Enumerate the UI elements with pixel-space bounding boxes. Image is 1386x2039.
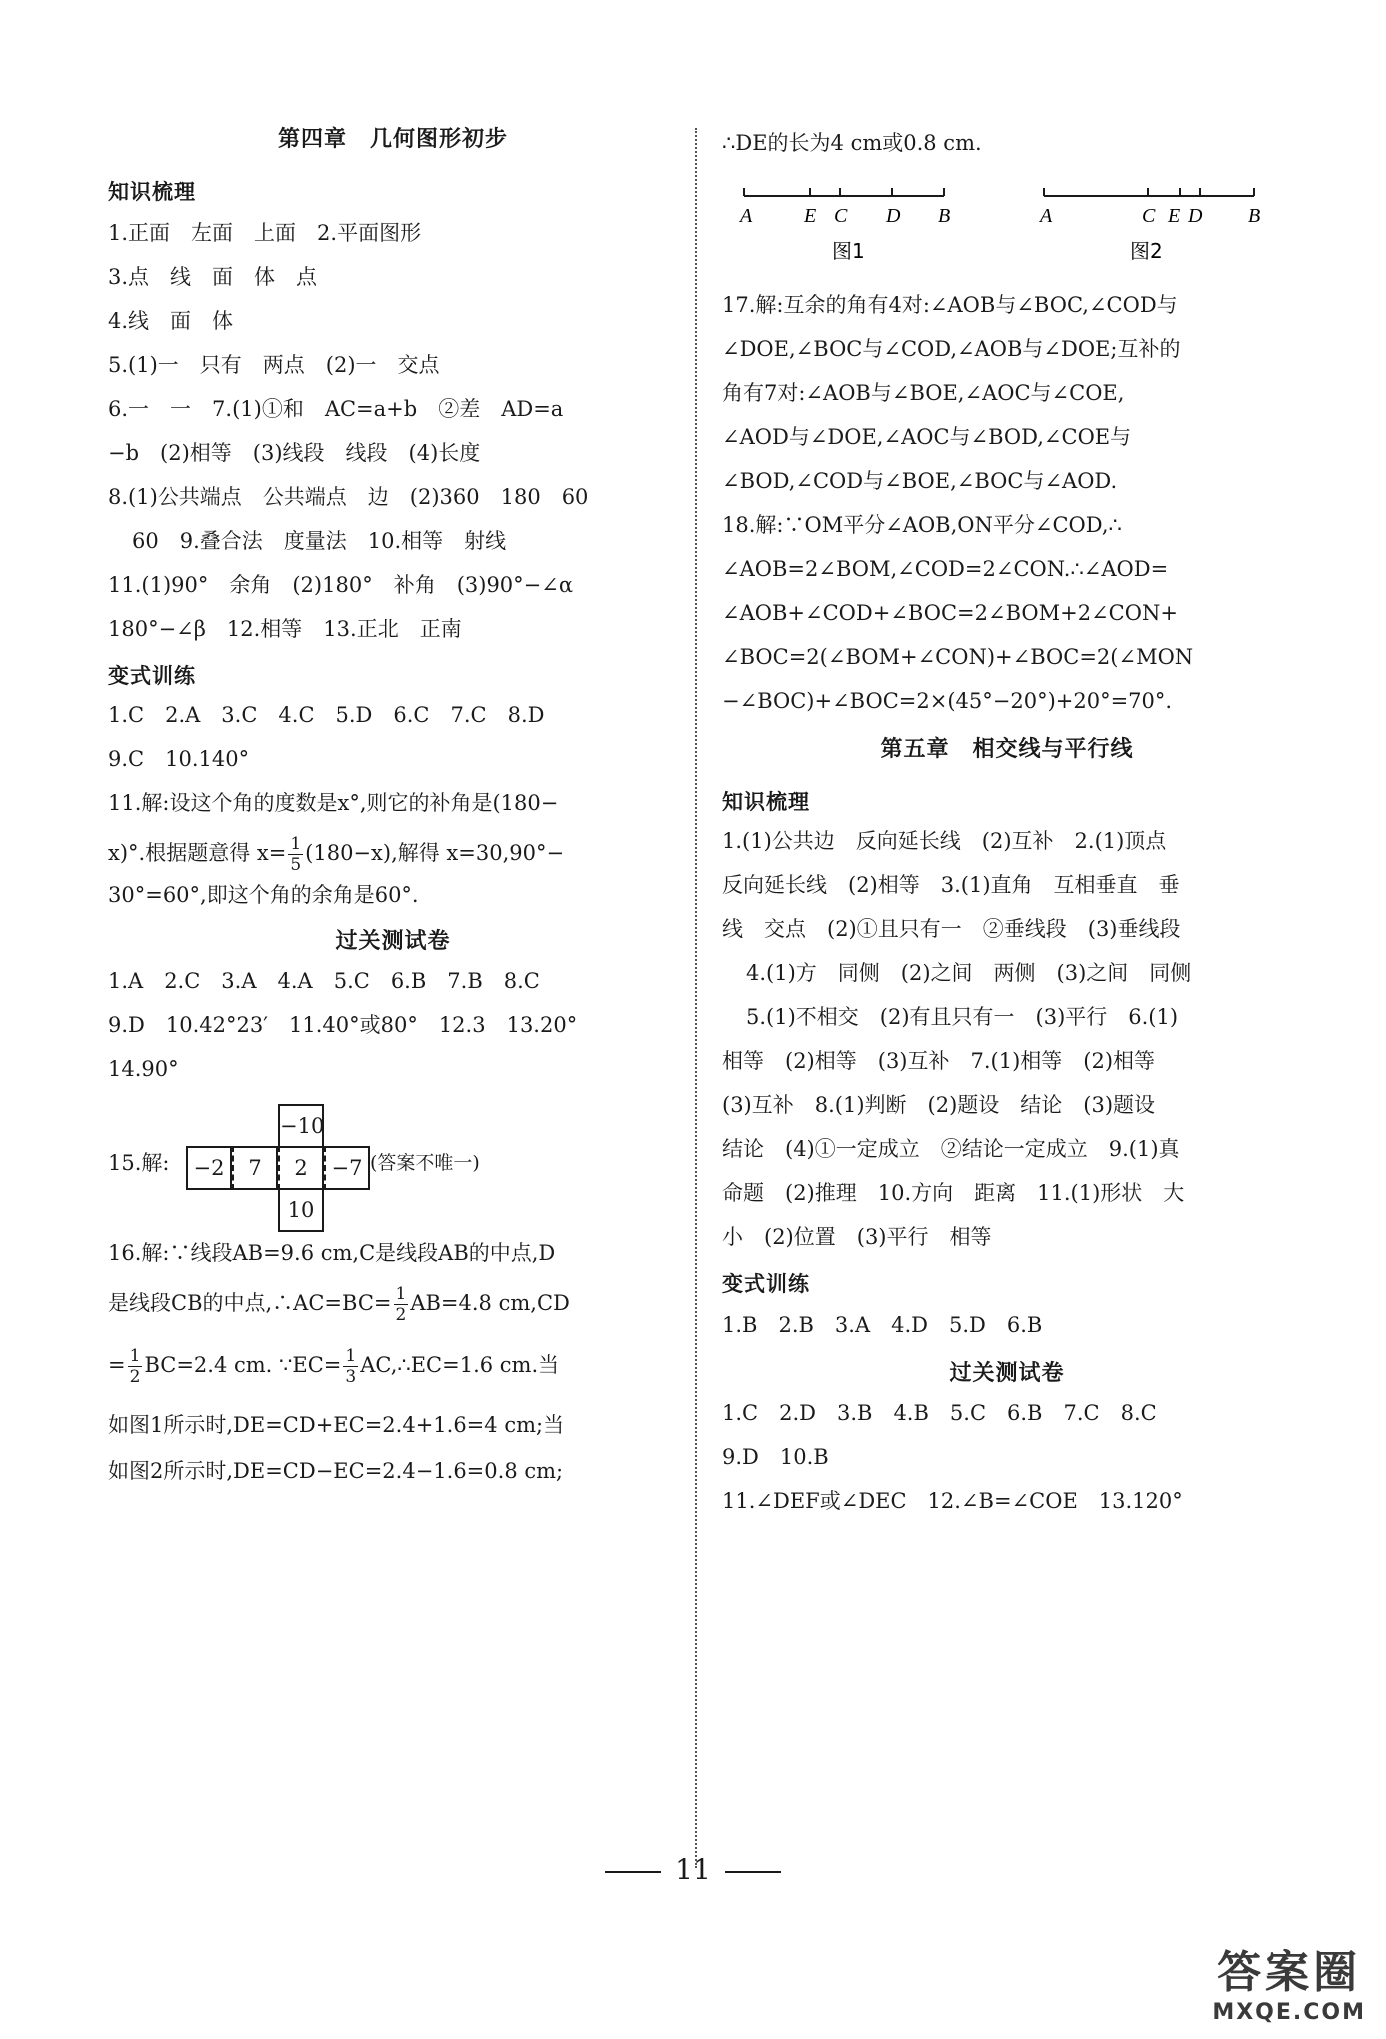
text-line: ∠DOE,∠BOC与∠COD,∠AOB与∠DOE;互补的 [722, 337, 1181, 361]
fig1-label: A [740, 205, 753, 227]
text-line: 3.点 线 面 体 点 [108, 265, 318, 289]
text-fragment: (180−x),解得 x=30,90°− [305, 841, 565, 865]
text-line: 11.∠DEF或∠DEC 12.∠B=∠COE 13.120° [722, 1489, 1183, 1513]
text-line [108, 1284, 678, 1325]
text-line: 9.D 10.42°23′ 11.40°或80° 12.3 13.20° [108, 1013, 578, 1037]
text-line: 角有7对:∠AOB与∠BOE,∠AOC与∠COE, [722, 381, 1125, 405]
text-fragment: AC,∴EC=1.6 cm.当 [360, 1353, 560, 1377]
watermark-text: 答案圈 [1217, 1947, 1362, 1998]
text-line: 1.C 2.D 3.B 4.B 5.C 6.B 7.C 8.C [722, 1401, 1157, 1425]
numerator: 1 [290, 834, 302, 854]
fig2-label: D [1188, 205, 1203, 227]
dash-right [725, 1871, 781, 1873]
text-line: 线 交点 (2)①且只有一 ②垂线段 (3)垂线段 [722, 917, 1181, 941]
fig1-label: E [804, 205, 817, 227]
section-knowledge: 知识梳理 [108, 180, 196, 204]
segment-figures [722, 180, 1292, 270]
fig2-label: C [1142, 205, 1156, 227]
text-line: 如图1所示时,DE=CD+EC=2.4+1.6=4 cm;当 [108, 1413, 565, 1437]
text-line: 1.正面 左面 上面 2.平面图形 [108, 221, 422, 245]
fig1-label: C [834, 205, 848, 227]
text-line: 小 (2)位置 (3)平行 相等 [722, 1225, 992, 1249]
fraction [394, 1284, 409, 1325]
text-line: −∠BOC)+∠BOC=2×(45°−20°)+20°=70°. [722, 689, 1173, 713]
net-cell: 2 [278, 1146, 324, 1190]
text-line: 9.D 10.B [722, 1445, 829, 1469]
fraction [343, 1346, 358, 1387]
text-line: ∠AOB+∠COD+∠BOC=2∠BOM+2∠CON+ [722, 601, 1178, 625]
figure-2 [1038, 188, 1260, 263]
text-line: 5.(1)不相交 (2)有且只有一 (3)平行 6.(1) [746, 1005, 1179, 1029]
denominator: 2 [395, 1305, 407, 1325]
test-title: 过关测试卷 [335, 929, 451, 954]
fraction [128, 1346, 143, 1387]
text-line: 9.C 10.140° [108, 747, 250, 771]
text-line: 14.90° [108, 1057, 179, 1081]
numerator: 1 [395, 1284, 407, 1304]
text-line: 1.(1)公共边 反向延长线 (2)互补 2.(1)顶点 [722, 829, 1167, 853]
dash-left [605, 1871, 661, 1873]
fig2-label: B [1248, 205, 1261, 227]
q15-label: 15.解: [108, 1151, 170, 1175]
text-fragment: x)°.根据题意得 x= [108, 841, 287, 865]
text-fragment: = [108, 1353, 126, 1377]
section-variant: 变式训练 [722, 1272, 810, 1296]
numerator: 1 [129, 1346, 141, 1366]
test-title: 过关测试卷 [949, 1361, 1065, 1386]
fraction [288, 834, 303, 875]
text-line [108, 834, 678, 875]
text-line: 60 9.叠合法 度量法 10.相等 射线 [132, 529, 507, 553]
text-line: 30°=60°,即这个角的余角是60°. [108, 883, 419, 907]
text-line: 4.(1)方 同侧 (2)之间 两侧 (3)之间 同侧 [746, 961, 1192, 985]
fig2-label: A [1040, 205, 1053, 227]
text-line: ∠AOD与∠DOE,∠AOC与∠BOD,∠COE与 [722, 425, 1132, 449]
page-number-value: 11 [675, 1853, 711, 1886]
fig1-caption: 图1 [832, 239, 865, 263]
text-line: 6.一 一 7.(1)①和 AC=a+b ②差 AD=a [108, 397, 564, 421]
text-line: 结论 (4)①一定成立 ②结论一定成立 9.(1)真 [722, 1137, 1180, 1161]
column-divider [695, 128, 698, 1868]
chapter5-title: 第五章 相交线与平行线 [880, 737, 1134, 762]
text-line: 18.解:∵OM平分∠AOB,ON平分∠COD,∴ [722, 513, 1122, 537]
net-cell: 7 [232, 1146, 278, 1190]
chapter4-title: 第四章 几何图形初步 [277, 127, 508, 152]
text-fragment: BC=2.4 cm. ∵EC= [144, 1353, 342, 1377]
q15-note: (答案不唯一) [370, 1152, 480, 1174]
numerator: 1 [345, 1346, 357, 1366]
net-cell: −7 [324, 1146, 370, 1190]
watermark-logo [1212, 1936, 1366, 2025]
fig1-label: B [938, 205, 951, 227]
text-line: 180°−∠β 12.相等 13.正北 正南 [108, 617, 462, 641]
text-line: (3)互补 8.(1)判断 (2)题设 结论 (3)题设 [722, 1093, 1156, 1117]
denominator: 2 [129, 1367, 141, 1387]
text-fragment: AB=4.8 cm,CD [410, 1291, 570, 1315]
text-line: 4.线 面 体 [108, 309, 234, 333]
denominator: 3 [345, 1367, 357, 1387]
text-line: ∠BOC=2(∠BOM+∠CON)+∠BOC=2(∠MON [722, 645, 1194, 669]
fig2-caption: 图2 [1130, 239, 1163, 263]
text-line: 11.(1)90° 余角 (2)180° 补角 (3)90°−∠α [108, 573, 574, 597]
text-line: −b (2)相等 (3)线段 线段 (4)长度 [108, 441, 481, 465]
text-line: 5.(1)一 只有 两点 (2)一 交点 [108, 353, 440, 377]
text-line: 11.解:设这个角的度数是x°,则它的补角是(180− [108, 791, 559, 815]
text-line: 反向延长线 (2)相等 3.(1)直角 互相垂直 垂 [722, 873, 1180, 897]
text-line: ∠AOB=2∠BOM,∠COD=2∠CON.∴∠AOD= [722, 557, 1169, 581]
section-knowledge: 知识梳理 [722, 790, 810, 814]
text-fragment: 是线段CB的中点,∴AC=BC= [108, 1291, 392, 1315]
page-number [0, 1853, 1386, 1886]
fig2-label: E [1168, 205, 1181, 227]
watermark-url: MXQE.COM [1212, 2000, 1366, 2025]
text-line: 8.(1)公共端点 公共端点 边 (2)360 180 60 [108, 485, 589, 509]
figure-1 [738, 188, 950, 263]
text-line: 1.B 2.B 3.A 4.D 5.D 6.B [722, 1313, 1043, 1337]
text-line: 如图2所示时,DE=CD−EC=2.4−1.6=0.8 cm; [108, 1459, 564, 1483]
text-line: ∠BOD,∠COD与∠BOE,∠BOC与∠AOD. [722, 469, 1118, 493]
section-variant: 变式训练 [108, 664, 196, 688]
text-line [108, 1346, 678, 1387]
text-line: 相等 (2)相等 (3)互补 7.(1)相等 (2)相等 [722, 1049, 1156, 1073]
text-line: 1.A 2.C 3.A 4.A 5.C 6.B 7.B 8.C [108, 969, 540, 993]
fig1-label: D [886, 205, 901, 227]
net-cell-bottom: 10 [278, 1188, 324, 1232]
net-cell: −2 [186, 1146, 232, 1190]
text-line: 1.C 2.A 3.C 4.C 5.D 6.C 7.C 8.D [108, 703, 545, 727]
text-line: 16.解:∵线段AB=9.6 cm,C是线段AB的中点,D [108, 1241, 556, 1265]
denominator: 5 [290, 855, 302, 875]
text-line: 命题 (2)推理 10.方向 距离 11.(1)形状 大 [722, 1181, 1185, 1205]
net-cell-top: −10 [278, 1104, 324, 1148]
text-line: 17.解:互余的角有4对:∠AOB与∠BOC,∠COD与 [722, 293, 1178, 317]
text-line: ∴DE的长为4 cm或0.8 cm. [722, 131, 982, 155]
